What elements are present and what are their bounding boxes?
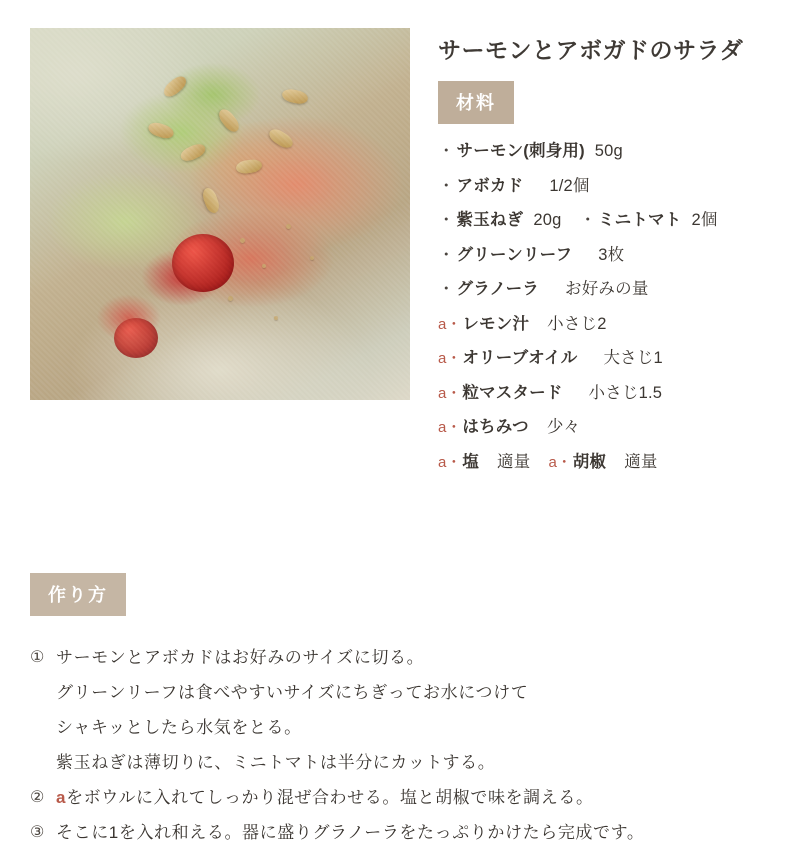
group-a-marker: a・ [438, 453, 462, 471]
ingredient-name: はちみつ [462, 418, 529, 436]
step-number [30, 684, 56, 685]
step-text: 紫玉ねぎは薄切りに、ミニトマトは半分にカットする。 [56, 753, 496, 772]
ingredient-amount: 20g [533, 211, 562, 229]
page-title: サーモンとアボガドのサラダ [438, 37, 744, 63]
ingredient-amount: 小さじ2 [547, 314, 607, 333]
bullet-marker: ・ [438, 245, 455, 264]
step-text: シャキッとしたら水気をとる。 [56, 718, 302, 737]
list-item [438, 307, 770, 342]
ingredient-amount: 適量 [497, 452, 531, 471]
list-item [438, 410, 770, 445]
ingredients-tag: 材料 [438, 81, 514, 124]
ingredient-name: ミニトマト [597, 211, 682, 229]
ingredient-amount: 大さじ1 [603, 349, 663, 367]
ingredient-amount: 2個 [691, 211, 718, 229]
ingredient-name: アボカド [456, 176, 524, 195]
step-text-rest: をボウルに入れてしっかり混ぜ合わせる。塩と胡椒で味を調える。 [66, 788, 594, 807]
list-item [30, 745, 770, 780]
ingredient-name: サーモン(刺身用) [456, 142, 585, 160]
ingredient-name: グラノーラ [456, 280, 540, 298]
step-number: ② [30, 789, 45, 806]
recipe-photo [30, 28, 410, 400]
steps-section [0, 479, 800, 850]
ingredient-name: 胡椒 [572, 452, 607, 471]
ingredients-list [438, 134, 770, 479]
ingredient-amount: お好みの量 [565, 280, 649, 298]
photo-grain [30, 28, 410, 400]
list-item [438, 238, 770, 273]
group-a-marker: a・ [548, 453, 572, 471]
step-number: ③ [30, 824, 45, 841]
steps-tag-row [30, 573, 770, 626]
ingredients-section [410, 28, 770, 479]
step-text: グリーンリーフは食べやすいサイズにちぎってお水につけて [56, 683, 529, 702]
ingredient-name: オリーブオイル [462, 349, 578, 367]
ingredient-name: 紫玉ねぎ [456, 211, 524, 229]
step-number: ① [30, 649, 45, 666]
list-item [30, 640, 770, 675]
list-item [438, 203, 770, 238]
ingredient-amount: 小さじ1.5 [588, 383, 663, 402]
list-item [438, 272, 770, 307]
list-item [30, 780, 770, 815]
ingredient-amount: 1/2個 [549, 176, 590, 195]
ingredient-name: グリーンリーフ [456, 245, 573, 264]
bullet-marker: ・ [438, 211, 455, 229]
list-item [438, 169, 770, 204]
list-item [30, 710, 770, 745]
list-item [438, 445, 770, 480]
group-a-marker: a・ [438, 315, 462, 333]
step-number [30, 719, 56, 720]
steps-list [30, 640, 770, 850]
list-item [438, 376, 770, 411]
ingredient-name: レモン汁 [462, 314, 530, 333]
group-a-marker: a・ [438, 350, 462, 367]
list-item [30, 815, 770, 850]
step-number [30, 754, 56, 755]
ingredient-name: 塩 [462, 452, 480, 471]
step-text: そこに1を入れ和える。器に盛りグラノーラをたっぷりかけたら完成です。 [56, 823, 645, 842]
group-a-marker: a・ [438, 419, 462, 436]
bullet-marker: ・ [438, 176, 455, 195]
bullet-marker: ・ [438, 280, 455, 298]
ingredient-amount: 適量 [624, 452, 658, 471]
group-a-marker: a・ [438, 384, 462, 402]
list-item [438, 341, 770, 376]
ingredient-amount: 3枚 [598, 245, 625, 264]
list-item [30, 675, 770, 710]
ingredient-name: 粒マスタード [462, 383, 563, 402]
ingredient-amount: 50g [594, 142, 623, 160]
step-text [56, 789, 594, 806]
steps-tag: 作り方 [30, 573, 126, 616]
bullet-marker: ・ [438, 142, 455, 160]
bullet-marker: ・ [579, 211, 596, 229]
step-text: サーモンとアボカドはお好みのサイズに切る。 [56, 648, 425, 667]
list-item [438, 134, 770, 169]
photo-image [30, 28, 410, 400]
ingredient-amount: 少々 [546, 418, 581, 436]
group-a-reference: a [56, 788, 67, 807]
